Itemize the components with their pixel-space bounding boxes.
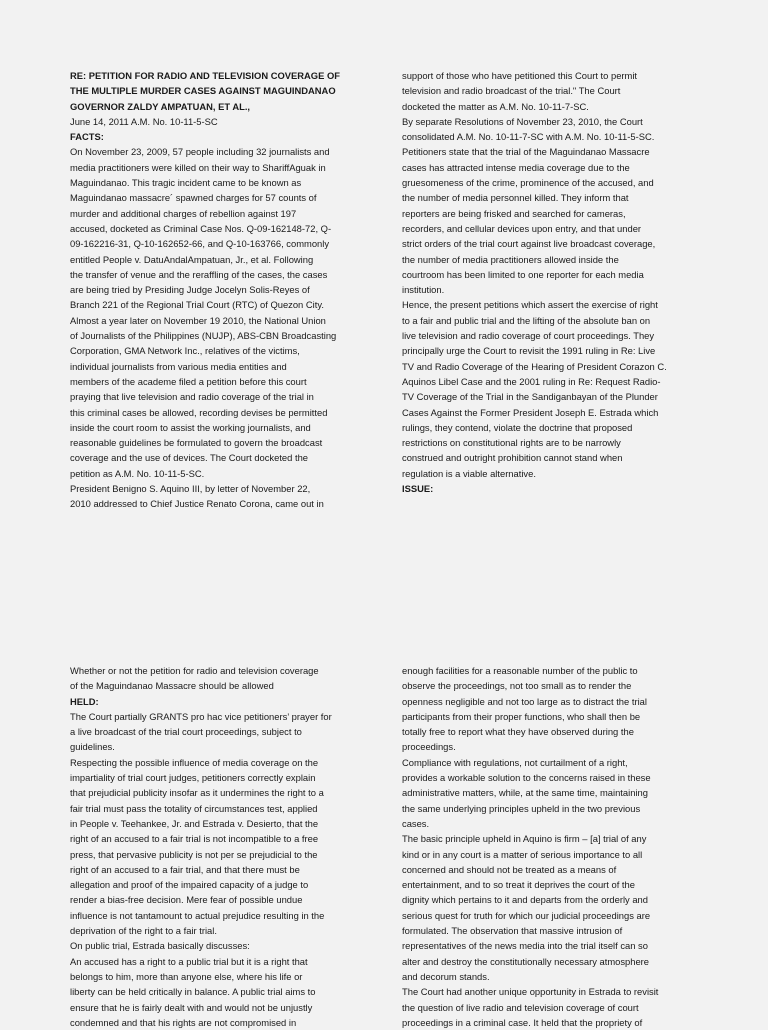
text-line: observe the proceedings, not too small as to render the — [402, 680, 632, 692]
text-line: to a fair and public trial and the lifting of the absolute ban on — [402, 314, 651, 326]
text-line: reasonable guidelines be formulated to govern the broadcast — [70, 437, 323, 449]
text-line: reporters are being frisked and searched for cameras, — [402, 207, 626, 219]
text-line: members of the academe filed a petition before this court — [70, 375, 307, 387]
text-line: Compliance with regulations, not curtailment of a right, — [402, 756, 628, 768]
text-line: murder and additional charges of rebellion against 197 — [70, 207, 297, 219]
text-line: The Court partially GRANTS pro hac vice petitioners’ prayer for — [70, 710, 332, 722]
page2-left-column — [70, 663, 370, 1030]
text-line: cases. — [402, 817, 430, 829]
text-line: totally free to report what they have observed during the — [402, 726, 634, 738]
text-line: recorders, and cellular devices upon entry, and that under — [402, 222, 642, 234]
text-line: belongs to him, more than anyone else, where his life or — [70, 970, 303, 982]
text-line: On public trial, Estrada basically discusses: — [70, 940, 250, 952]
text-line: representatives of the news media into the trial itself can so — [402, 940, 648, 952]
text-line: The Court had another unique opportunity in Estrada to revisit — [402, 986, 659, 998]
text-line: right of an accused to a fair trial is not incompatible to a free — [70, 833, 319, 845]
text-line: the question of live radio and television coverage of court — [402, 1001, 639, 1013]
heading-line: THE MULTIPLE MURDER CASES AGAINST MAGUINDANAO — [70, 85, 336, 97]
text-line: proceedings in a criminal case. It held that the propriety of — [402, 1016, 643, 1028]
text-line: President Benigno S. Aquino III, by letter of November 22, — [70, 483, 311, 495]
page1-left-column — [70, 68, 370, 512]
text-line: proceedings. — [402, 741, 456, 753]
text-line: press, that pervasive publicity is not per se prejudicial to the — [70, 848, 318, 860]
text-line: On November 23, 2009, 57 people including 32 journalists and — [70, 146, 330, 158]
text-line: in People v. Teehankee, Jr. and Estrada v. Desierto, that the — [70, 817, 319, 829]
text-line: entertainment, and to so treat it deprives the court of the — [402, 879, 635, 891]
text-line: Maguindanao massacre´ spawned charges for 57 counts of — [70, 192, 317, 204]
text-line: principally urge the Court to revisit the 1991 ruling in Re: Live — [402, 345, 656, 357]
heading-line: ISSUE: — [402, 483, 434, 495]
text-line: docketed the matter as A.M. No. 10-11-7-SC. — [402, 100, 589, 112]
text-line: liberty can be held critically in balance. A public trial aims to — [70, 986, 316, 998]
text-line: deprivation of the right to a fair trial. — [70, 925, 217, 937]
text-line: the number of media practitioners allowed inside the — [402, 253, 619, 265]
text-line: Corporation, GMA Network Inc., relatives of the victims, — [70, 345, 300, 357]
text-line: the number of media personnel killed. They inform that — [402, 192, 629, 204]
text-line: the same underlying principles upheld in the two previous — [402, 802, 641, 814]
text-line: impartiality of trial court judges, petitioners correctly explain — [70, 772, 316, 784]
text-line: 09-162216-31, Q-10-162652-66, and Q-10-163766, commonly — [70, 238, 330, 250]
text-line: openness negligible and not too large as to distract the trial — [402, 695, 647, 707]
text-line: of the Maguindanao Massacre should be allowed — [70, 680, 274, 692]
text-line: individual journalists from various media entities and — [70, 360, 287, 372]
text-line: coverage and the use of devices. The Court docketed the — [70, 452, 309, 464]
text-line: construed and outright prohibition cannot stand when — [402, 452, 623, 464]
text-line: formulated. The observation that massive intrusion of — [402, 925, 623, 937]
text-line: influence is not tantamount to actual prejudice resulting in the — [70, 909, 325, 921]
text-line: support of those who have petitioned this Court to permit — [402, 70, 638, 81]
text-line: The basic principle upheld in Aquino is firm – [a] trial of any — [402, 833, 647, 845]
text-line: live television and radio coverage of court proceedings. They — [402, 330, 655, 342]
heading-line: GOVERNOR ZALDY AMPATUAN, ET AL., — [70, 100, 251, 112]
text-line: Aquinos Libel Case and the 2001 ruling in Re: Request Radio- — [402, 375, 661, 387]
text-line: provides a workable solution to the concerns raised in these — [402, 772, 651, 784]
text-line: Whether or not the petition for radio and television coverage — [70, 665, 319, 676]
text-line: kind or in any court is a matter of serious importance to all — [402, 848, 643, 860]
text-line: alter and destroy the constitutionally necessary atmosphere — [402, 955, 650, 967]
text-line: television and radio broadcast of the trial." The Court — [402, 85, 621, 97]
text-line: guidelines. — [70, 741, 115, 753]
text-line: TV and Radio Coverage of the Hearing of President Corazon C. — [402, 360, 667, 372]
heading-line: HELD: — [70, 695, 99, 707]
text-line: concerned and should not be treated as a means of — [402, 863, 617, 875]
text-line: a live broadcast of the trial court proceedings, subject to — [70, 726, 302, 738]
text-line: entitled People v. DatuAndalAmpatuan, Jr., et al. Following — [70, 253, 314, 265]
text-line: render a bias-free decision. Mere fear of possible undue — [70, 894, 303, 906]
text-line: June 14, 2011 A.M. No. 10-11-5-SC — [70, 115, 218, 127]
text-line: courtroom has been limited to one reporter for each media — [402, 268, 644, 280]
text-line: participants from their proper functions, who shall then be — [402, 710, 641, 722]
text-line: allegation and proof of the impaired capacity of a judge to — [70, 879, 309, 891]
text-line: restrictions on constitutional rights are to be narrowly — [402, 437, 621, 449]
text-line: An accused has a right to a public trial but it is a right that — [70, 955, 308, 967]
text-line: that prejudicial publicity insofar as it undermines the right to a — [70, 787, 324, 799]
text-line: Hence, the present petitions which assert the exercise of right — [402, 299, 658, 311]
text-line: TV Coverage of the Trial in the Sandiganbayan of the Plunder — [402, 391, 658, 403]
text-line: ensure that he is fairly dealt with and would not be unjustly — [70, 1001, 313, 1013]
text-line: strict orders of the trial court against live broadcast coverage, — [402, 238, 656, 250]
heading-line: RE: PETITION FOR RADIO AND TELEVISION COVERAGE OF — [70, 70, 340, 81]
text-line: media practitioners were killed on their way to ShariffAguak in — [70, 161, 326, 173]
text-line: Almost a year later on November 19 2010, the National Union — [70, 314, 326, 326]
text-line: regulation is a viable alternative. — [402, 467, 536, 479]
text-line: consolidated A.M. No. 10-11-7-SC with A.M. No. 10-11-5-SC. — [402, 131, 655, 143]
heading-line: FACTS: — [70, 131, 104, 143]
text-line: Cases Against the Former President Joseph E. Estrada which — [402, 406, 659, 418]
text-line: rulings, they contend, violate the doctrine that proposed — [402, 421, 633, 433]
text-line: condemned and that his rights are not compromised in — [70, 1016, 297, 1028]
text-line: serious quest for truth for which our judicial proceedings are — [402, 909, 651, 921]
page1-right-column — [402, 68, 702, 496]
text-line: of Journalists of the Philippines (NUJP), ABS-CBN Broadcasting — [70, 330, 337, 342]
text-line: cases has attracted intense media coverage due to the — [402, 161, 630, 173]
text-line: right of an accused to a fair trial, and that there must be — [70, 863, 300, 875]
text-line: Respecting the possible influence of media coverage on the — [70, 756, 319, 768]
text-line: accused, docketed as Criminal Case Nos. Q-09-162148-72, Q- — [70, 222, 332, 234]
text-line: Maguindanao. This tragic incident came to be known as — [70, 177, 302, 189]
text-line: administrative matters, while, at the same time, maintaining — [402, 787, 648, 799]
text-line: institution. — [402, 284, 445, 296]
text-line: inside the court room to assist the working journalists, and — [70, 421, 311, 433]
text-line: By separate Resolutions of November 23, 2010, the Court — [402, 115, 643, 127]
text-line: Branch 221 of the Regional Trial Court (RTC) of Quezon City. — [70, 299, 324, 311]
text-line: and decorum stands. — [402, 970, 490, 982]
text-line: dignity which pertains to it and departs from the orderly and — [402, 894, 648, 906]
text-line: fair trial must pass the totality of circumstances test, applied — [70, 802, 318, 814]
text-line: this criminal cases be allowed, recording devises be permitted — [70, 406, 328, 418]
text-line: petition as A.M. No. 10-11-5-SC. — [70, 467, 205, 479]
text-line: gruesomeness of the crime, prominence of the accused, and — [402, 177, 654, 189]
text-line: Petitioners state that the trial of the Maguindanao Massacre — [402, 146, 650, 158]
text-line: are being tried by Presiding Judge Jocelyn Solis-Reyes of — [70, 284, 310, 296]
text-line: enough facilities for a reasonable number of the public to — [402, 665, 638, 676]
text-line: the transfer of venue and the reraffling of the cases, the cases — [70, 268, 328, 280]
page2-right-column — [402, 663, 702, 1030]
text-line: 2010 addressed to Chief Justice Renato Corona, came out in — [70, 498, 324, 510]
text-line: praying that live television and radio coverage of the trial in — [70, 391, 314, 403]
